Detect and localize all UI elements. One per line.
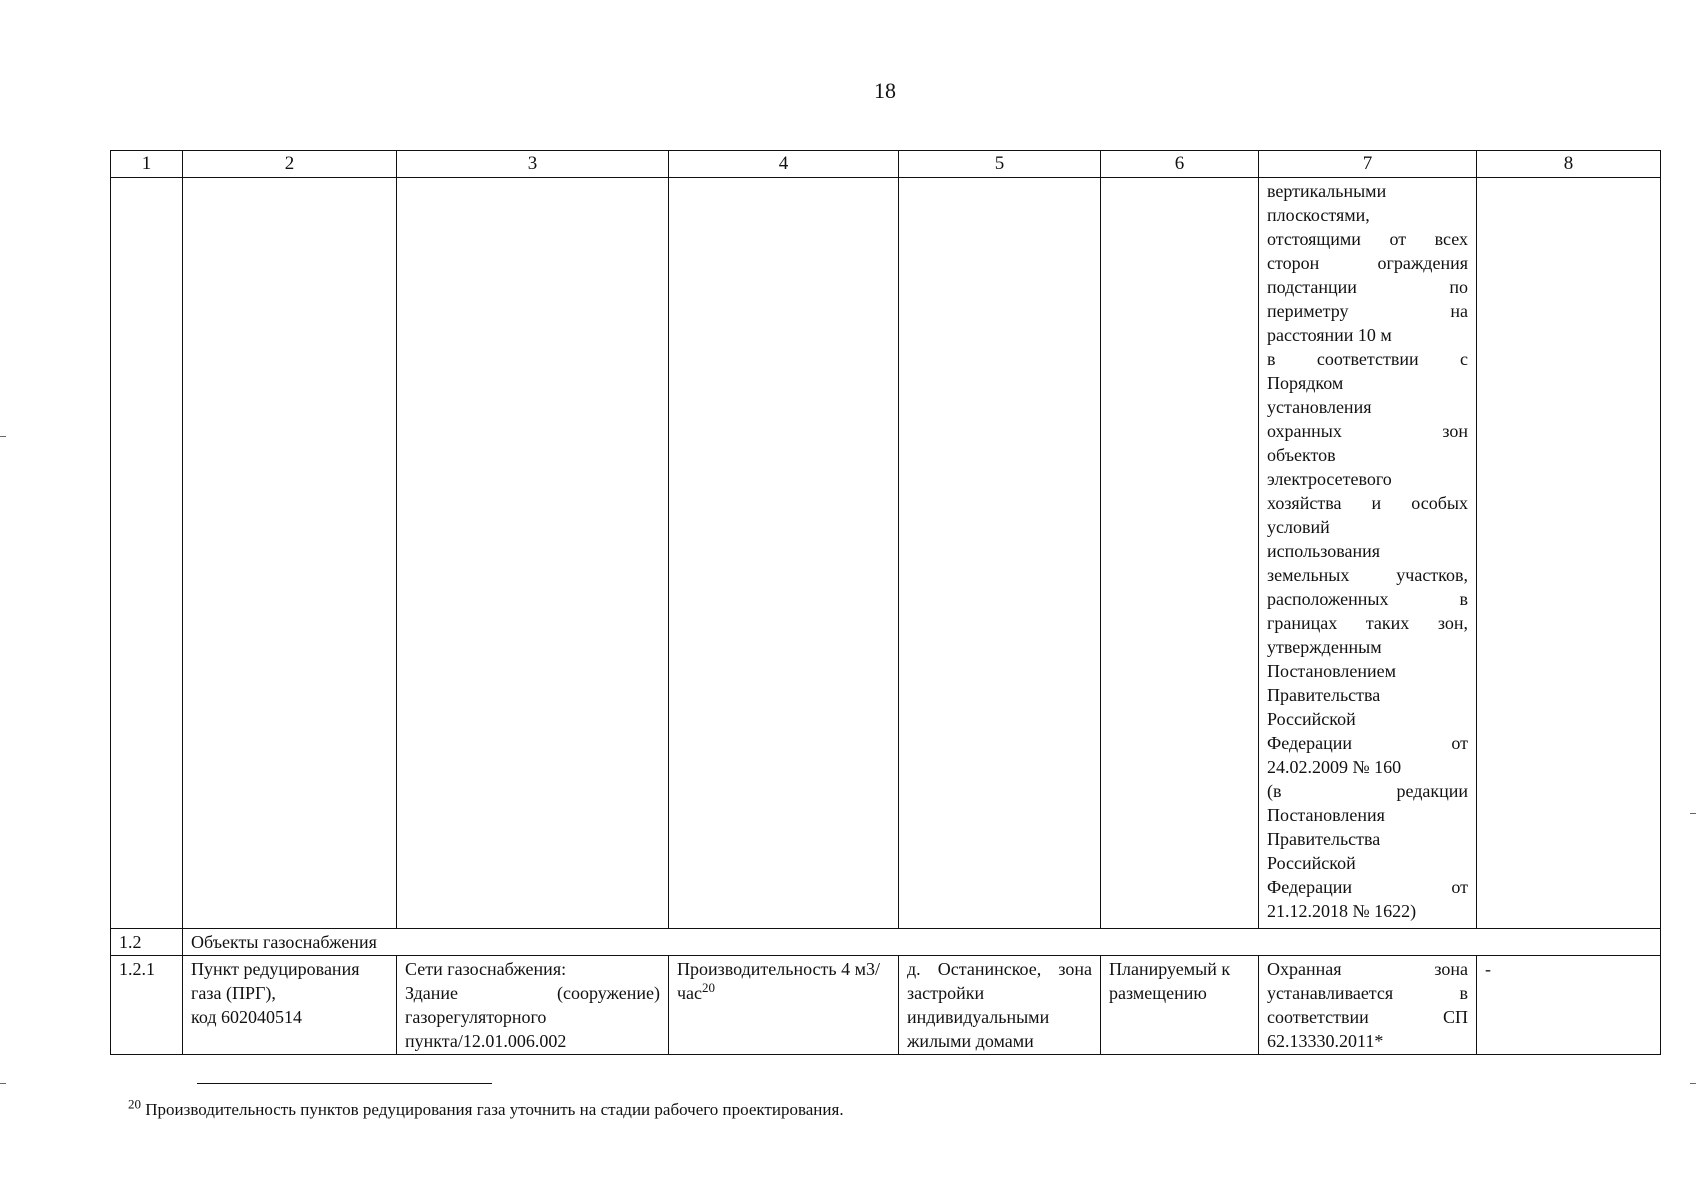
- footnote: [128, 1096, 844, 1120]
- header-cell: 5: [899, 151, 1101, 178]
- page-number: 18: [874, 78, 896, 103]
- footnote-ref: 20: [702, 980, 716, 995]
- text-line: земельных участков,: [1267, 565, 1468, 585]
- status-cell: Планируемый к размещению: [1101, 956, 1259, 1055]
- object-type-cell: [397, 956, 669, 1055]
- footnote-text: Производительность пунктов редуцирования газа уточнить на стадии рабочего проектирования.: [145, 1100, 844, 1119]
- text-line: отстоящими от всех: [1267, 229, 1468, 249]
- text-line: условий: [1267, 517, 1330, 537]
- continued-row: [111, 178, 1661, 929]
- footnote-separator: [197, 1083, 492, 1084]
- text-line: в соответствии с: [1267, 349, 1468, 369]
- text-line: Федерации от: [1267, 733, 1468, 753]
- section-row: [111, 929, 1661, 956]
- capacity-cell: [669, 956, 899, 1055]
- header-cell: 2: [183, 151, 397, 178]
- section-title: Объекты газоснабжения: [183, 929, 1661, 956]
- text-line: Правительства: [1267, 685, 1381, 705]
- table-cell: [111, 178, 183, 929]
- text-line: охранных зон: [1267, 421, 1468, 441]
- table-row: [111, 956, 1661, 1055]
- text-line: Постановлением: [1267, 661, 1397, 681]
- text-line: подстанции по: [1267, 277, 1468, 297]
- text-line: вертикальными: [1267, 181, 1387, 201]
- section-number: 1.2: [111, 929, 183, 956]
- zone-cell: Охранная зона устанавливается в соответствии СП 62.13330.2011*: [1259, 956, 1477, 1055]
- row-number: 1.2.1: [111, 956, 183, 1055]
- text-line: утвержденным: [1267, 637, 1382, 657]
- table-cell: [183, 178, 397, 929]
- header-row: [111, 151, 1661, 178]
- text-line: Постановления: [1267, 805, 1385, 825]
- scan-mark: [1690, 813, 1696, 814]
- text-line: Российской: [1267, 709, 1356, 729]
- header-cell: 8: [1477, 151, 1661, 178]
- table-cell: [1101, 178, 1259, 929]
- object-name-cell: [183, 956, 397, 1055]
- text-line: расположенных в: [1267, 589, 1468, 609]
- text-line: Российской: [1267, 853, 1356, 873]
- header-cell: 3: [397, 151, 669, 178]
- header-cell: 7: [1259, 151, 1477, 178]
- objects-table: [110, 150, 1661, 1055]
- location-cell: д. Останинское, зона застройки индивидуальными жилыми домами: [899, 956, 1101, 1055]
- footnote-mark: 20: [128, 1096, 141, 1112]
- text-line: 24.02.2009 № 160: [1267, 757, 1402, 777]
- text-line: Порядком: [1267, 373, 1344, 393]
- text-line: сторон ограждения: [1267, 253, 1468, 273]
- scan-mark: [1690, 1083, 1696, 1084]
- scan-mark: [0, 1083, 6, 1084]
- table-cell: [669, 178, 899, 929]
- text-line: 21.12.2018 № 1622): [1267, 901, 1417, 921]
- header-cell: 1: [111, 151, 183, 178]
- text-line: плоскостями,: [1267, 205, 1370, 225]
- text-line: электросетевого: [1267, 469, 1392, 489]
- text-line: установления: [1267, 397, 1372, 417]
- object-type-title: Сети газоснабжения:: [405, 959, 567, 979]
- header-cell: 6: [1101, 151, 1259, 178]
- table-cell: [899, 178, 1101, 929]
- capacity-text: Производительность 4 м3/час: [677, 959, 880, 1003]
- text-line: Правительства: [1267, 829, 1381, 849]
- table-cell: [1477, 178, 1661, 929]
- text-line: Федерации от: [1267, 877, 1468, 897]
- text-line: использования: [1267, 541, 1381, 561]
- text-line: периметру на: [1267, 301, 1468, 321]
- text-line: хозяйства и особых: [1267, 493, 1468, 513]
- zone-description-cell: [1259, 178, 1477, 929]
- object-type-detail: Здание (сооружение) газорегуляторного пункта/12.01.006.002: [405, 983, 660, 1051]
- text-line: границах таких зон,: [1267, 613, 1468, 633]
- object-name: Пункт редуцирования газа (ПРГ),: [191, 959, 360, 1003]
- text-line: объектов: [1267, 445, 1336, 465]
- object-code: код 602040514: [191, 1007, 302, 1027]
- text-line: расстоянии 10 м: [1267, 325, 1392, 345]
- table-cell: [397, 178, 669, 929]
- col8-cell: -: [1477, 956, 1661, 1055]
- scan-mark: [0, 436, 6, 437]
- text-line: (в редакции: [1267, 781, 1468, 801]
- header-cell: 4: [669, 151, 899, 178]
